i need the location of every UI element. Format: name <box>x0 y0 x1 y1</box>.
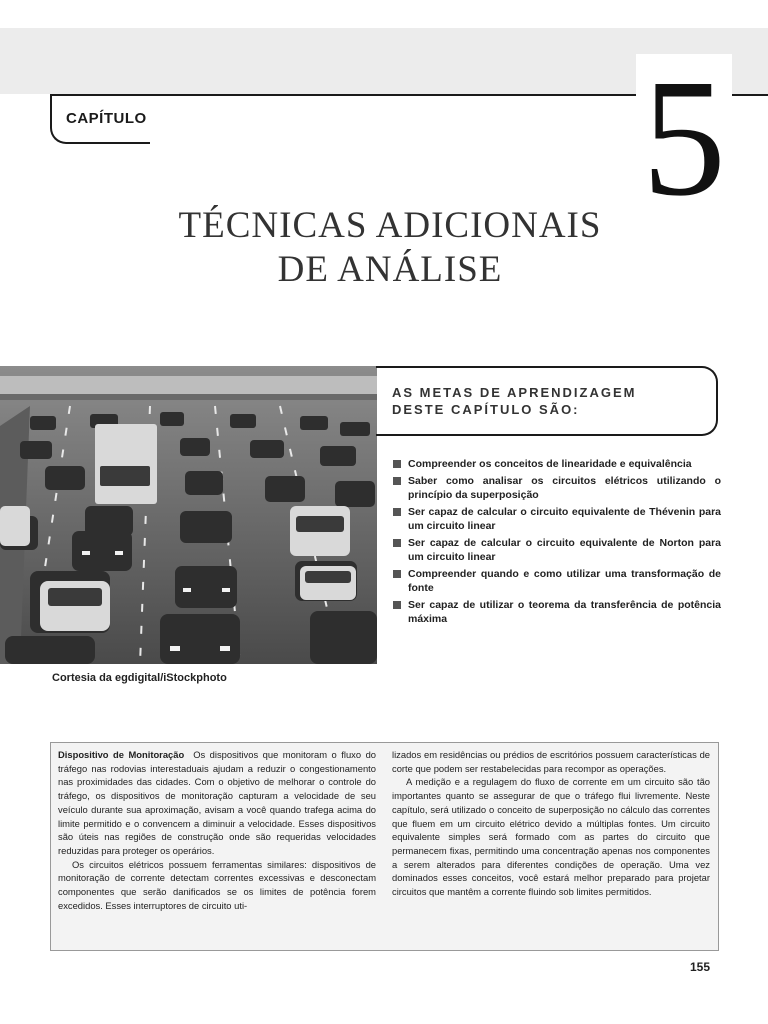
goal-item <box>393 505 721 533</box>
square-bullet-icon <box>393 477 401 485</box>
chapter-number: 5 <box>636 54 732 222</box>
goals-title: AS METAS DE APRENDIZAGEM DESTE CAPÍTULO SÃO: <box>392 385 637 417</box>
goal-item <box>393 457 721 471</box>
square-bullet-icon <box>393 508 401 516</box>
sidebar-paragraph-2a: Os circuitos elétricos possuem ferramentas similares: dispositivos de monitoração de corrente detectam correntes excessivas e desconectam componentes que serão danificados se os limites de potência forem excedidos. Esses interruptores de circuito uti- <box>58 858 376 911</box>
sidebar-column-left <box>58 748 376 912</box>
sidebar-lead: Dispositivo de Monitoração <box>58 749 185 760</box>
chapter-title-line-2: DE ANÁLISE <box>277 249 503 290</box>
goal-item <box>393 536 721 564</box>
goal-text: Ser capaz de calcular o circuito equivalente de Thévenin para um circuito linear <box>408 506 721 532</box>
chapter-title-line-1: TÉCNICAS ADICIONAIS <box>178 205 602 246</box>
photo-caption: Cortesia da egdigital/iStockphoto <box>52 672 227 684</box>
goal-text: Ser capaz de utilizar o teorema da transferência de potência máxima <box>408 599 721 625</box>
sidebar-paragraph-3: A medição e a regulagem do fluxo de corrente em um circuito são tão importantes quanto se assegurar de que o tráfego flui livremente. Neste capítulo, será utilizado o conceito de superposição no cálculo das correntes que fluem em um circuito elétrico devido a múltiplas fontes. Um circuito equivalente simples será formado com as partes do circuito que permanecem fixas, permitindo uma concentração apenas nos componentes a serem alterados para diferentes condições de operação. Uma vez dominados esses conceitos, você estará melhor preparado para projetar circuitos que mantêm a corrente fluindo sob limites permitidos. <box>392 776 710 898</box>
square-bullet-icon <box>393 460 401 468</box>
chapter-label: CAPÍTULO <box>66 110 147 127</box>
goal-text: Compreender os conceitos de linearidade e equivalência <box>408 458 692 470</box>
goal-item <box>393 598 721 626</box>
traffic-photo <box>0 366 377 664</box>
sidebar-p1-text: Os dispositivos que monitoram o fluxo do tráfego nas rodovias interestaduais ajudam a reduzir o congestionamento nas proximidades das cidades. Com o objetivo de melhorar o controle do tráfego, os dispositivos de monitoração capturam a velocidade de seu veículo durante sua aproximação, avisam a você quando trafega acima do limite permitido e o convencem a diminuir a velocidade. Esses dispositivos são úteis nas regiões de construção onde são requeridas velocidades reduzidas para proteger os operários. <box>58 749 376 856</box>
page-number: 155 <box>690 960 711 974</box>
square-bullet-icon <box>393 570 401 578</box>
sidebar-column-right <box>392 748 710 899</box>
sidebar-paragraph-2b: lizados em residências ou prédios de escritórios possuem características de corte que podem ser restabelecidas para recompor as operações. <box>392 749 710 774</box>
square-bullet-icon <box>393 601 401 609</box>
goal-item <box>393 474 721 502</box>
goal-text: Saber como analisar os circuitos elétricos utilizando o princípio da superposição <box>408 475 721 501</box>
goal-item <box>393 567 721 595</box>
chapter-title <box>0 204 768 292</box>
goal-text: Compreender quando e como utilizar uma transformação de fonte <box>408 568 721 594</box>
goals-list <box>393 457 721 629</box>
square-bullet-icon <box>393 539 401 547</box>
highway-traffic-image <box>0 366 377 664</box>
goal-text: Ser capaz de calcular o circuito equivalente de Norton para um circuito linear <box>408 537 721 563</box>
sidebar-paragraph-1 <box>58 748 376 858</box>
